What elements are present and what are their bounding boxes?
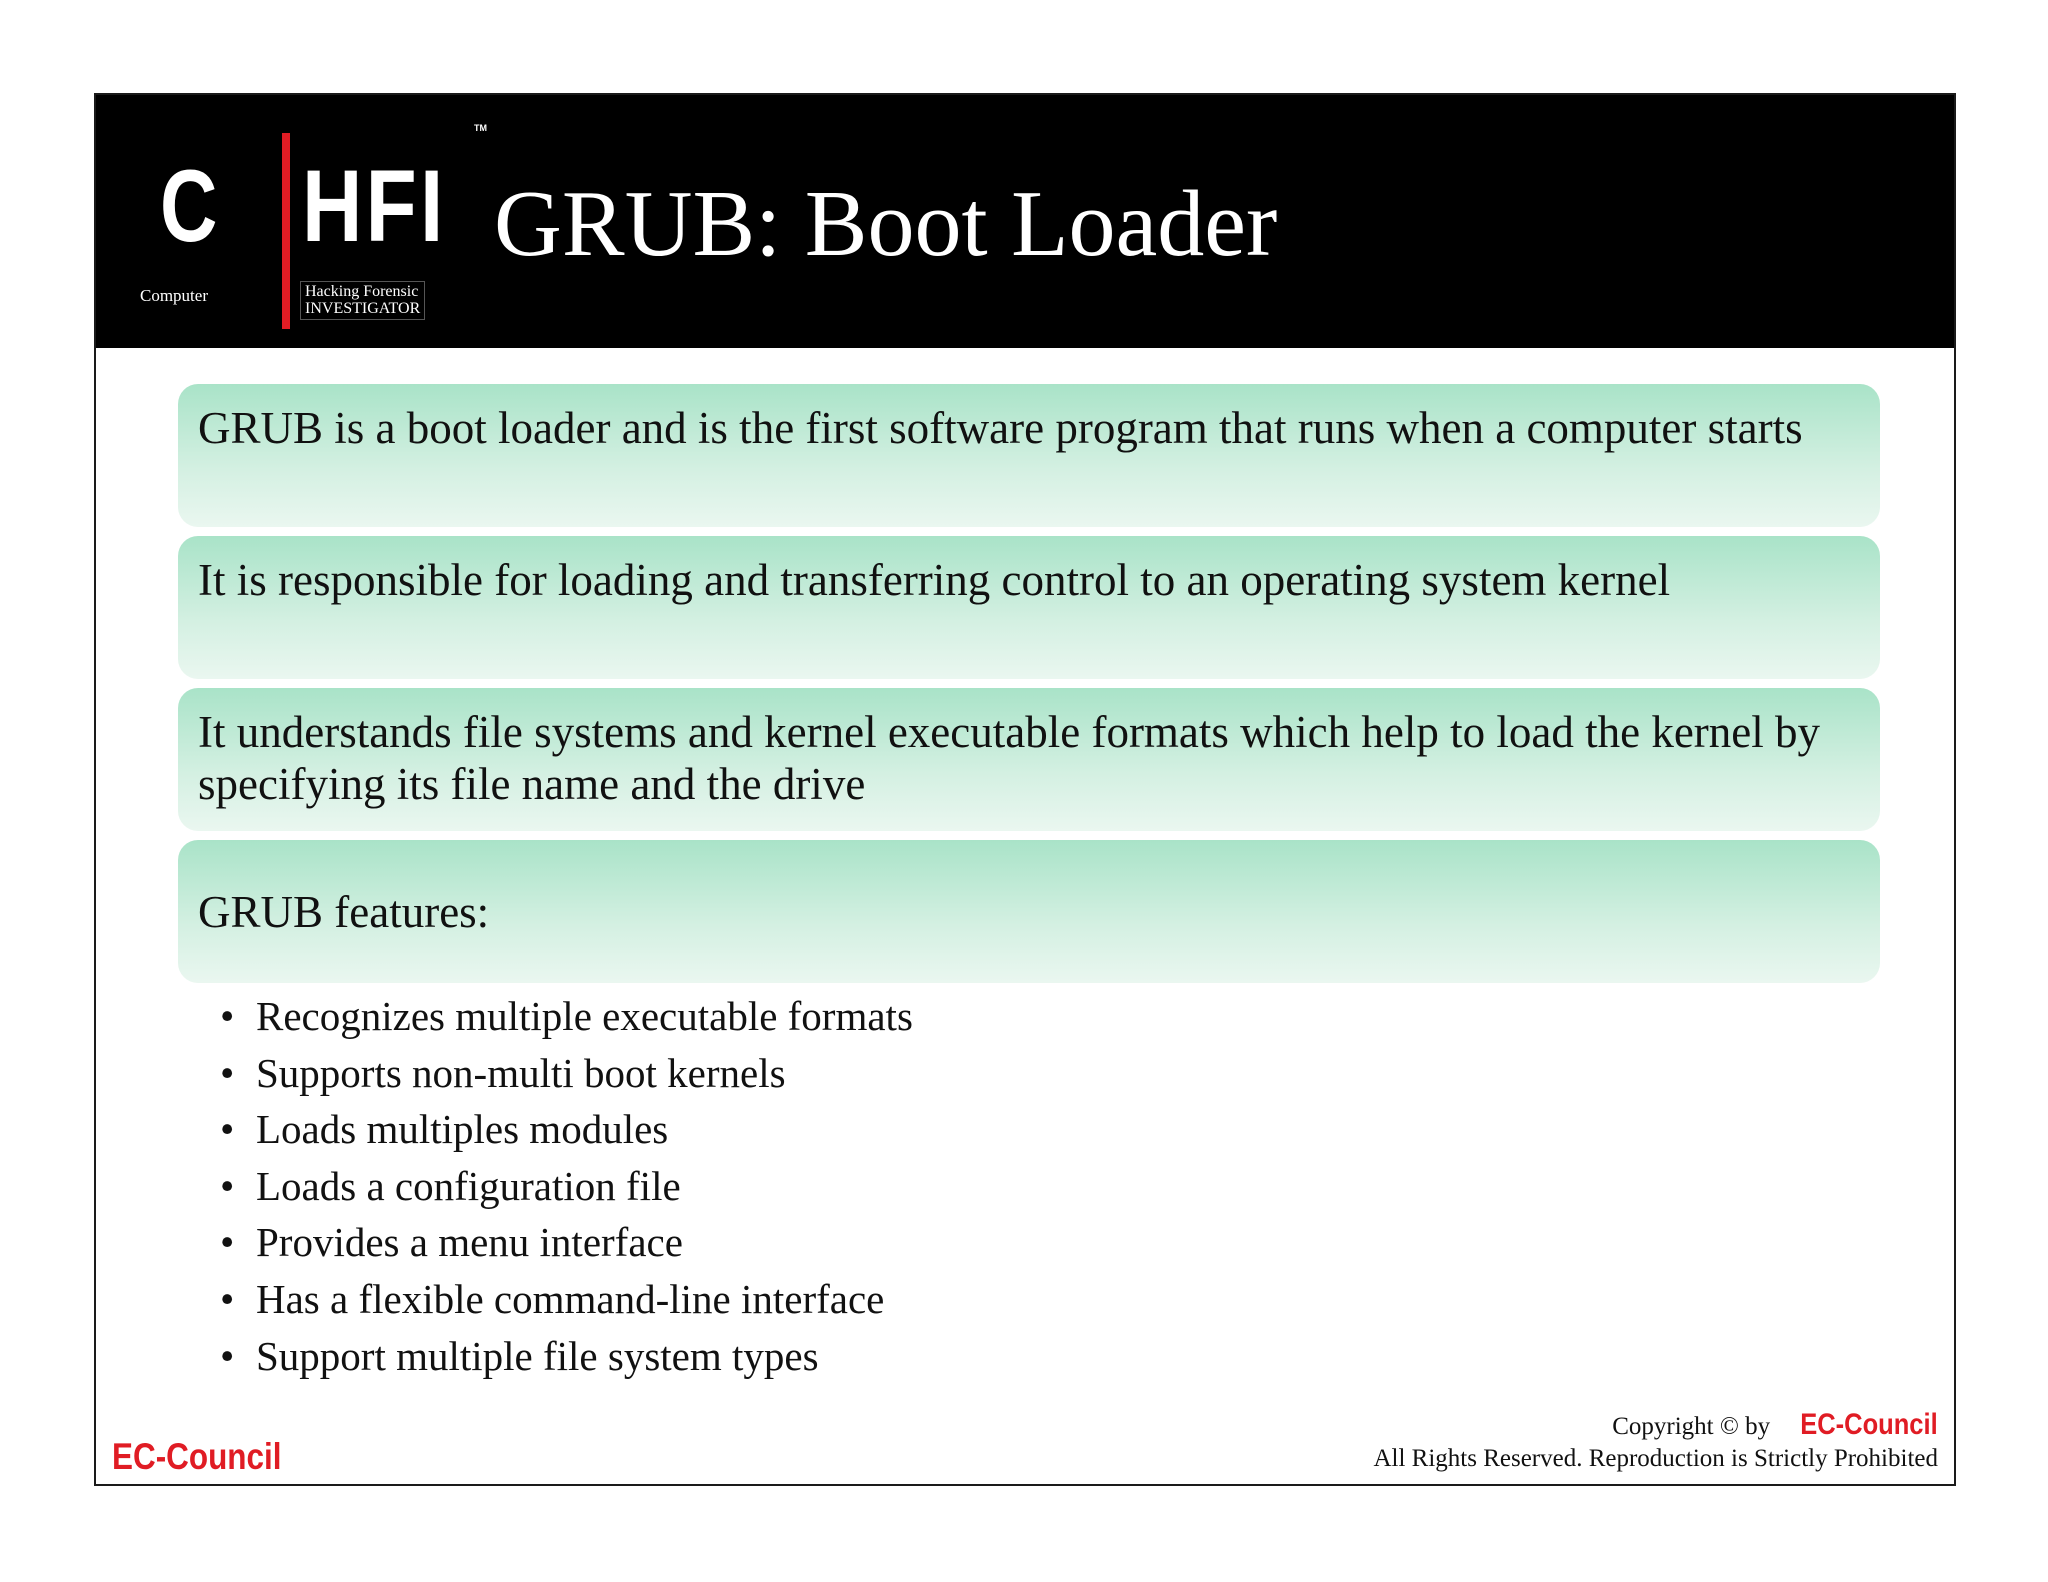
feature-text: Loads a configuration file [256,1162,681,1209]
logo-subtitle [300,281,425,320]
header-bar [96,95,1954,348]
list-item [220,988,913,1045]
info-box-features [178,840,1880,983]
info-box-3-text: It understands file systems and kernel executable formats which help to load the kernel by specifying its file name and the drive [198,707,1820,809]
rights-line: All Rights Reserved. Reproduction is Strictly Prohibited [1373,1445,1938,1472]
info-box-2-text: It is responsible for loading and transferring control to an operating system kernel [198,555,1671,605]
feature-text: Supports non-multi boot kernels [256,1049,786,1096]
copyright-line [1373,1409,1938,1443]
list-item [220,1045,913,1102]
slide [94,93,1956,1486]
logo-letters-hfi: HFI [302,149,447,263]
info-box-2 [178,536,1880,679]
bullet-icon: • [220,1049,235,1096]
bullet-icon: • [220,993,235,1039]
logo-trademark: TM [474,123,487,133]
info-box-1-text: GRUB is a boot loader and is the first software program that runs when a computer starts [198,403,1803,453]
list-item [220,1101,913,1158]
bullet-icon: • [220,1219,235,1266]
list-item [220,1328,913,1385]
copyright-notice [1373,1409,1938,1475]
list-item [220,1214,913,1271]
bullet-icon: • [220,1106,235,1153]
logo-letter-c: C [160,149,218,263]
list-item [220,1271,913,1328]
list-item [220,1158,913,1215]
ec-council-logo: EC-Council [112,1436,282,1477]
bullet-icon: • [220,1332,235,1379]
bullet-icon: • [220,1162,235,1209]
copyright-brand: EC-Council [1800,1408,1938,1441]
logo-subtitle-line2: INVESTIGATOR [305,300,421,317]
slide-title: GRUB: Boot Loader [494,172,1278,276]
info-box-1 [178,384,1880,527]
feature-text: Has a flexible command-line interface [256,1275,885,1322]
logo-subtitle-line1: Hacking Forensic [305,283,419,300]
copyright-prefix: Copyright © by [1612,1413,1771,1440]
bullet-icon: • [220,1275,235,1322]
feature-text: Provides a menu interface [256,1219,683,1266]
logo-red-bar [282,133,290,329]
features-list [220,988,913,1384]
info-box-3 [178,688,1880,831]
chfi-logo [140,115,487,317]
feature-text: Support multiple file system types [256,1332,819,1379]
feature-text: Recognizes multiple executable formats [256,993,913,1039]
logo-computer-label: Computer [140,286,208,305]
info-box-features-text: GRUB features: [198,886,490,937]
feature-text: Loads multiples modules [256,1106,669,1153]
